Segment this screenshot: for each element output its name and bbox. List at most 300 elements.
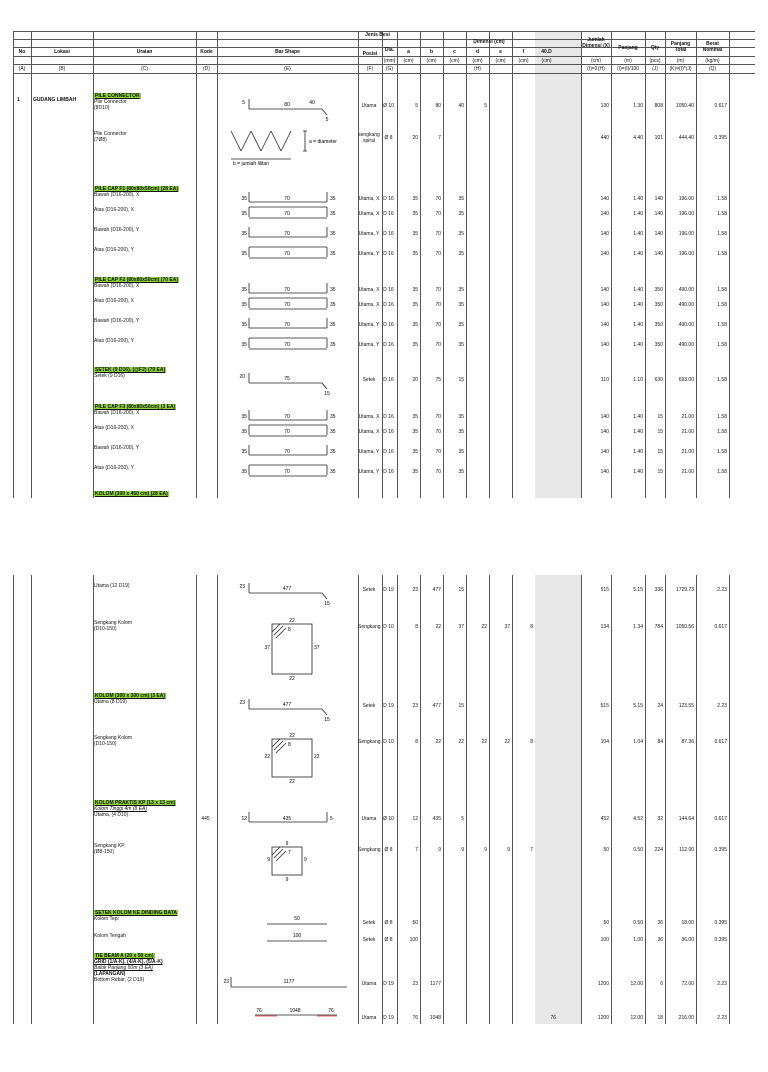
grid-line [696,31,697,498]
unit-label: (cm) [541,58,552,64]
cell-b: 80 [435,103,441,109]
cell-pj: 5.15 [633,587,643,593]
column-letter: (E) [284,66,291,72]
cell-a: 35 [412,211,418,217]
grid-line [581,31,582,498]
cell-qty: 350 [654,287,663,293]
cell-jml: 140 [600,342,609,348]
cell-jml: 140 [600,322,609,328]
uraian-text: Atas (D16-200), X [94,207,135,213]
uraian-text: Kolom Tengah [94,933,126,939]
cell-b: 1177 [430,981,441,987]
svg-text:8: 8 [288,627,291,633]
uraian-text: Bawah (D16-200), Y [94,318,140,324]
column-letter: (C) [141,66,148,72]
cell-dia: D 16 [383,287,394,293]
cell-dia: D 16 [383,377,394,383]
cell-tot: 21.00 [681,449,694,455]
svg-text:37: 37 [314,645,320,651]
svg-text:70: 70 [284,429,290,435]
svg-text:35: 35 [330,231,336,237]
cell-pos: Setek [362,377,376,383]
col-kode: Kode [200,49,213,55]
cell-pos: Utama, Y [358,342,380,348]
cell-pj: 1.40 [633,322,643,328]
cell-dia: D 16 [383,342,394,348]
cell-pj: 1.30 [633,103,643,109]
svg-text:35: 35 [241,302,247,308]
svg-text:37: 37 [264,645,270,651]
cell-qty: 140 [654,251,663,257]
svg-text:23: 23 [223,979,229,985]
section-title: KOLOM PRAKTIS KP (13 x 13 cm) [95,800,176,806]
cell-a: 23 [412,587,418,593]
header-rule [13,39,755,40]
svg-text:5: 5 [325,117,329,123]
cell-brt: 0.395 [714,847,727,853]
cell-pos: Utama, X [358,211,380,217]
cell-qty: 350 [654,322,663,328]
cell-b: 70 [435,287,441,293]
cell-jml: 104 [600,739,609,745]
cell-b: 70 [435,231,441,237]
grid-line [611,31,612,498]
cell-a: 35 [412,414,418,420]
cell-brt: 1.58 [717,414,727,420]
cell-pj: 1.40 [633,302,643,308]
cell-pj: 1.40 [633,196,643,202]
cell-jml: 440 [600,135,609,141]
cell-qty: 808 [654,103,663,109]
cell-pj: 1.40 [633,449,643,455]
bar-shape [227,731,352,791]
section-subtitle: (LAPANGAN) [94,971,126,977]
cell-tot: 1050.40 [675,103,694,109]
cell-jml: 515 [600,703,609,709]
cell-pos: Utama, X [358,196,380,202]
sheet-page-2 [13,575,755,1024]
uraian-text: (D10-150) [94,626,117,632]
cell-qty: 350 [654,302,663,308]
cell-a: 35 [412,469,418,475]
cell-brt: 0.617 [714,816,727,822]
unit-label: (cm) [495,58,506,64]
section-title: PILE CONNECTOR [95,93,140,99]
section-note: Balok Panjang 50m (3 EA) [94,965,153,971]
cell-pj: 5.15 [633,703,643,709]
col-qty: Qty [650,45,660,51]
uraian-text: Atas (D16-200), Y [94,338,134,344]
cell-qty: 140 [654,231,663,237]
svg-text:35: 35 [330,196,336,202]
section-title: SETEK (9 D16), (@F2) (70 EA) [95,367,166,373]
col-dim-a: a [407,49,410,55]
cell-tot: 196.00 [678,231,694,237]
bar-shape [227,461,352,521]
svg-text:70: 70 [284,287,290,293]
cell-pj: 1.40 [633,429,643,435]
cell-brt: 1.58 [717,377,727,383]
cell-qty: 36 [657,920,663,926]
unit-label: (cm) [472,58,483,64]
uraian-text: Atas (D16-200), Y [94,465,134,471]
col-panjang: Panjang [618,45,638,51]
cell-pj: 0.50 [633,920,643,926]
grid-line [217,31,218,498]
section-title: PILE CAP F3 (80x80x50cm) (3 EA) [95,404,176,410]
svg-text:15: 15 [324,391,330,397]
uraian-text: (Ø8-150) [94,849,115,855]
col-panjang-total: Panjang Total [670,41,691,53]
col-posisi: Posisi [362,51,378,57]
cell-pos: Setek [362,703,376,709]
section-title: PILE CAP F2 (80x80x50cm) (70 EA) [95,277,179,283]
bar-shape [227,127,352,187]
cell-b: 70 [435,251,441,257]
shaded-column [535,575,558,1024]
cell-tot: 693.00 [678,377,694,383]
unit-label: (m) [624,58,632,64]
cell-qty: 350 [654,342,663,348]
cell-c: 35 [458,429,464,435]
cell-brt: 1.58 [717,342,727,348]
cell-dia: D 16 [383,231,394,237]
cell-pos: Utama, X [358,287,380,293]
cell-pos: Utama [361,1015,377,1021]
cell-c: 35 [458,211,464,217]
svg-text:22: 22 [289,618,295,624]
grid-line [466,575,467,1024]
svg-text:9: 9 [267,857,270,863]
grid-line [443,31,444,498]
cell-b: 75 [435,377,441,383]
svg-text:20: 20 [239,374,245,380]
uraian-text: Utama, (4 D10) [94,812,129,818]
grid-line [382,575,383,1024]
cell-c: 35 [458,287,464,293]
cell-qty: 24 [657,703,663,709]
grid-line [581,575,582,1024]
cell-a: 35 [412,429,418,435]
shaded-column [558,575,581,1024]
uraian-text: Bawah (D16-200), X [94,283,140,289]
svg-text:9: 9 [304,857,307,863]
cell-tot: 36.00 [681,937,694,943]
uraian-text: Bawah (D16-200), X [94,410,140,416]
cell-pos: Utama, Y [358,231,380,237]
cell-dia: D 16 [383,414,394,420]
cell-brt: 2.23 [717,703,727,709]
cell-a: 35 [412,196,418,202]
unit-label: (cm) [426,58,437,64]
svg-text:70: 70 [284,322,290,328]
cell-a: 35 [412,287,418,293]
cell-tot: 112.00 [679,847,694,853]
cell-qty: 101 [654,135,663,141]
section-note: Kolom Tinggi 4m (8 EA) [94,806,148,812]
cell-c: 37 [458,624,464,630]
svg-text:12: 12 [241,816,247,822]
cell-jml: 140 [600,196,609,202]
cell-b: 70 [435,414,441,420]
uraian-text: Bottom Rebar, (2 D19) [94,977,145,983]
cell-pos: Utama, X [358,429,380,435]
col-dim-e: e [499,49,502,55]
grid-line [397,31,398,498]
cell-e: 37 [504,624,510,630]
grid-line [31,575,32,1024]
cell-jml: 50 [603,847,609,853]
cell-qty: 784 [654,624,663,630]
svg-text:70: 70 [284,211,290,217]
cell-pos: Utama, Y [358,469,380,475]
cell-a: 8 [415,624,418,630]
uraian-text: (D10-150) [94,741,117,747]
svg-text:35: 35 [241,469,247,475]
shaded-column [535,31,558,498]
cell-c: 22 [458,739,464,745]
cell-kode: 445 [201,816,210,822]
cell-pos: Utama [361,103,377,109]
cell-tot: 196.00 [678,211,694,217]
col-dia: Dia. [384,47,395,53]
cell-dia: Ø 8 [384,920,393,926]
grid-line [420,575,421,1024]
cell-qty: 336 [654,587,663,593]
svg-text:76: 76 [256,1008,262,1014]
uraian-text: Atas (D16-200), X [94,298,135,304]
grid-line [729,575,730,1024]
svg-text:35: 35 [241,322,247,328]
grid-line [729,31,730,498]
section-title: TIE BEAM A (20 x 50 cm) [95,953,154,959]
cell-jml: 110 [601,377,609,383]
header-rule [13,56,755,57]
uraian-text: Sengkang Kolom [94,735,133,741]
cell-dia: D 16 [383,429,394,435]
cell-qty: 15 [657,414,663,420]
svg-text:35: 35 [330,469,336,475]
svg-text:35: 35 [241,342,247,348]
grid-line [420,31,421,498]
cell-pj: 1.04 [633,739,643,745]
cell-f: 8 [530,739,533,745]
cell-d: 5 [484,103,487,109]
svg-text:35: 35 [330,449,336,455]
svg-text:70: 70 [284,342,290,348]
cell-jml: 140 [600,429,609,435]
column-letter: (B) [58,66,66,72]
unit-label: (pcs) [649,58,661,64]
cell-c: 35 [458,196,464,202]
cell-jml: 50 [603,920,609,926]
cell-b: 70 [435,342,441,348]
uraian-text: Bawah (D16-200), Y [94,445,140,451]
svg-text:23: 23 [239,584,245,590]
uraian-text: Bawah (D16-200), X [94,192,140,198]
cell-b: 70 [435,322,441,328]
grid-line [665,31,666,498]
cell-tot: 490.00 [678,322,694,328]
cell-pos: Utama, Y [358,449,380,455]
cell-a: 50 [412,920,418,926]
cell-pj: 4.52 [633,816,643,822]
cell-qty: 140 [654,196,663,202]
cell-qty: 6 [660,981,663,987]
cell-dia: Ø 10 [383,103,394,109]
cell-dia: D 16 [383,196,394,202]
cell-brt: 2.23 [717,981,727,987]
cell-a: 100 [409,937,418,943]
cell-e: 9 [507,847,510,853]
cell-brt: 1.58 [717,322,727,328]
svg-text:35: 35 [330,287,336,293]
svg-text:435: 435 [282,816,292,822]
grid-line [358,31,359,498]
col-dim-b: b [429,49,434,55]
cell-qty: 224 [654,847,663,853]
svg-text:35: 35 [330,211,336,217]
uraian-text: Sengkang Kolom [94,620,133,626]
cell-pos: Utama, Y [358,322,380,328]
cell-brt: 1.58 [717,469,727,475]
svg-text:15: 15 [324,717,330,723]
cell-c: 15 [458,377,464,383]
uraian-text: Sengkang KP [94,843,125,849]
cell-qty: 140 [654,211,663,217]
col-jenis-besi: Jenis Besi [365,32,390,38]
cell-jml: 140 [600,251,609,257]
cell-dia: D 16 [383,211,394,217]
cell-jml: 140 [600,449,609,455]
cell-d: 22 [481,739,487,745]
cell-jml: 140 [600,469,609,475]
cell-brt: 2.23 [717,1015,727,1021]
svg-text:76: 76 [328,1008,334,1014]
cell-jml: 134 [600,624,609,630]
cell-a: 35 [412,231,418,237]
svg-text:35: 35 [241,449,247,455]
svg-text:23: 23 [239,700,245,706]
svg-text:70: 70 [284,414,290,420]
svg-text:70: 70 [284,469,290,475]
cell-pj: 1.40 [633,211,643,217]
column-letter: (I)=Σ(H) [587,66,605,72]
svg-text:35: 35 [241,287,247,293]
cell-b: 70 [435,196,441,202]
cell-brt: 1.58 [717,196,727,202]
cell-tot: 21.00 [681,414,694,420]
cell-jml: 452 [600,816,609,822]
cell-a: 12 [412,816,418,822]
cell-jml: 140 [600,414,609,420]
cell-tot: 216.00 [678,1015,694,1021]
cell-g: 76 [550,1015,556,1021]
column-letter: (A) [18,66,26,72]
header-rule [13,64,755,65]
svg-text:8: 8 [288,742,291,748]
cell-dia: D 19 [383,1015,394,1021]
cell-pos: Utama [361,816,377,822]
svg-text:35: 35 [241,196,247,202]
svg-text:70: 70 [284,449,290,455]
svg-text:35: 35 [241,211,247,217]
column-letter: (F) [366,66,374,72]
cell-brt: 1.58 [717,287,727,293]
cell-jml: 1200 [597,981,609,987]
svg-text:70: 70 [284,302,290,308]
cell-brt: 1.58 [717,251,727,257]
cell-jml: 130 [600,103,609,109]
cell-pos: Sengkang [358,624,381,630]
svg-text:7: 7 [288,850,291,856]
cell-a: 35 [412,449,418,455]
svg-text:5: 5 [330,816,333,822]
cell-brt: 0.617 [714,739,727,745]
cell-e: 22 [504,739,510,745]
grid-line [512,31,513,498]
grid-line [382,31,383,498]
svg-text:a = diameter: a = diameter [309,139,337,145]
cell-brt: 1.58 [717,302,727,308]
section-title: KOLOM (300 x 450 cm) (28 EA) [95,491,168,497]
uraian-text: Kolom Tepi [94,916,119,922]
svg-text:35: 35 [241,429,247,435]
cell-a: 5 [415,103,418,109]
svg-text:100: 100 [292,933,302,939]
cell-c: 35 [458,231,464,237]
grid-line [696,575,697,1024]
cell-brt: 0.395 [714,920,727,926]
cell-a: 35 [412,302,418,308]
cell-tot: 123.55 [678,703,694,709]
cell-dia: D 19 [383,703,394,709]
cell-brt: 1.58 [717,449,727,455]
grid-line [443,575,444,1024]
cell-c: 40 [458,103,464,109]
unit-label: (mm) [383,58,396,64]
cell-b: 477 [432,587,441,593]
location-no: 1 [17,97,20,103]
unit-label: (cm) [403,58,414,64]
cell-tot: 196.00 [678,251,694,257]
cell-dia: Ø 10 [383,816,394,822]
cell-qty: 84 [657,739,663,745]
cell-qty: 15 [657,429,663,435]
cell-a: 8 [415,739,418,745]
uraian-text: Bawah (D16-200), Y [94,227,140,233]
svg-text:5: 5 [242,100,245,106]
cell-pj: 1.40 [633,287,643,293]
cell-c: 9 [461,847,464,853]
cell-tot: 490.00 [678,342,694,348]
cell-f: 8 [530,624,533,630]
section-title: KOLOM (300 x 300 cm) (3 EA) [95,693,166,699]
cell-b: 1048 [429,1015,441,1021]
cell-pj: 0.50 [633,847,643,853]
cell-b: 70 [435,302,441,308]
svg-text:40: 40 [309,100,315,106]
cell-b: 435 [432,816,441,822]
uraian-text: Setek (9 D16) [94,373,125,379]
cell-d: 22 [481,624,487,630]
column-letter: (H) [474,66,481,72]
cell-a: 7 [415,847,418,853]
cell-b: 22 [435,739,441,745]
grid-line [217,575,218,1024]
svg-text:22: 22 [289,779,295,785]
cell-pj: 12.00 [630,1015,643,1021]
